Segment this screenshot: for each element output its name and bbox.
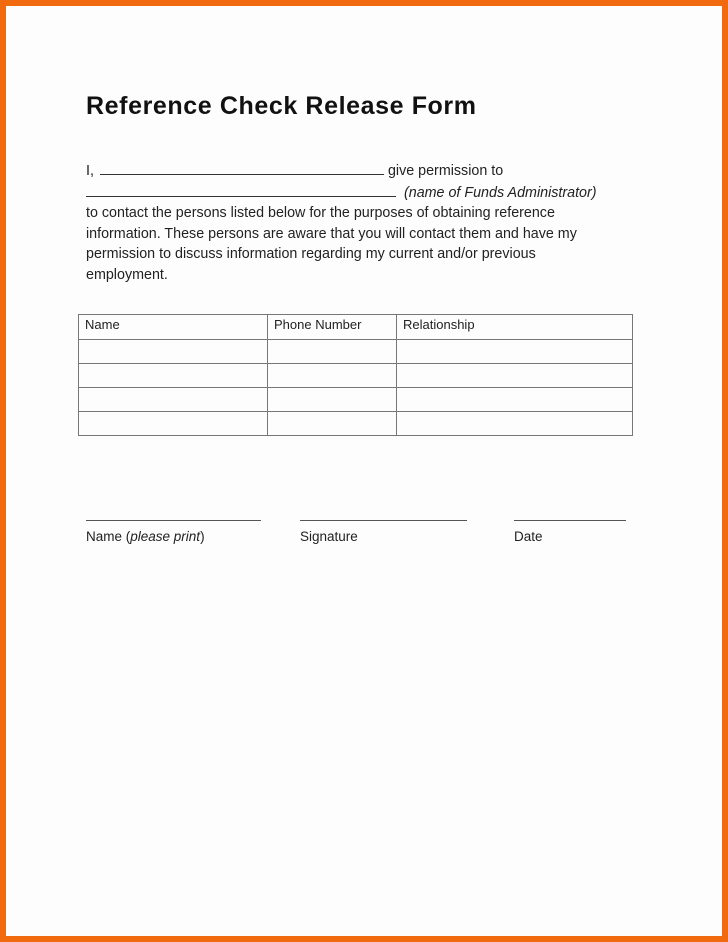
cell-name[interactable] xyxy=(79,412,268,436)
paragraph-line-3: to contact the persons listed below for the purposes of obtaining reference xyxy=(86,205,555,221)
name-label xyxy=(86,529,205,544)
funds-administrator-hint: (name of Funds Administrator) xyxy=(403,184,597,201)
table-header-row xyxy=(79,315,633,340)
paragraph-line-1 xyxy=(86,160,626,182)
paragraph-line-4: information. These persons are aware that you will contact them and have my xyxy=(86,225,577,242)
signature-line[interactable] xyxy=(300,520,467,521)
cell-phone[interactable] xyxy=(268,412,397,436)
name-label-hint: please print xyxy=(130,529,201,544)
name-label-close: ) xyxy=(200,529,205,544)
applicant-name-blank[interactable] xyxy=(100,160,384,175)
cell-phone[interactable] xyxy=(268,364,397,388)
document-page xyxy=(6,6,722,936)
table-row xyxy=(79,388,633,412)
permission-paragraph xyxy=(86,160,626,285)
date-line[interactable] xyxy=(514,520,626,521)
paragraph-line-2 xyxy=(86,182,626,204)
cell-phone[interactable] xyxy=(268,340,397,364)
header-relationship: Relationship xyxy=(397,315,633,340)
paragraph-line-5: permission to discuss information regarding my current and/or previous xyxy=(86,246,536,262)
references-table xyxy=(78,314,633,436)
form-title: Reference Check Release Form xyxy=(86,92,477,120)
signature-field xyxy=(300,520,467,544)
line1-suffix: give permission to xyxy=(387,163,504,179)
cell-phone[interactable] xyxy=(268,388,397,412)
cell-name[interactable] xyxy=(79,388,268,412)
table-row xyxy=(79,340,633,364)
date-label: Date xyxy=(514,529,543,544)
paragraph-line-6: employment. xyxy=(86,266,168,283)
name-line[interactable] xyxy=(86,520,261,521)
cell-name[interactable] xyxy=(79,340,268,364)
cell-name[interactable] xyxy=(79,364,268,388)
cell-relationship[interactable] xyxy=(397,412,633,436)
cell-relationship[interactable] xyxy=(397,364,633,388)
date-field xyxy=(514,520,626,544)
funds-administrator-blank[interactable] xyxy=(86,182,396,197)
name-signature-field xyxy=(86,520,261,544)
cell-relationship[interactable] xyxy=(397,388,633,412)
header-name: Name xyxy=(79,315,268,340)
table-row xyxy=(79,364,633,388)
name-label-text: Name ( xyxy=(86,529,131,544)
table-row xyxy=(79,412,633,436)
signature-label: Signature xyxy=(300,529,358,544)
cell-relationship[interactable] xyxy=(397,340,633,364)
header-phone-number: Phone Number xyxy=(268,315,397,340)
line1-prefix: I, xyxy=(86,163,94,179)
